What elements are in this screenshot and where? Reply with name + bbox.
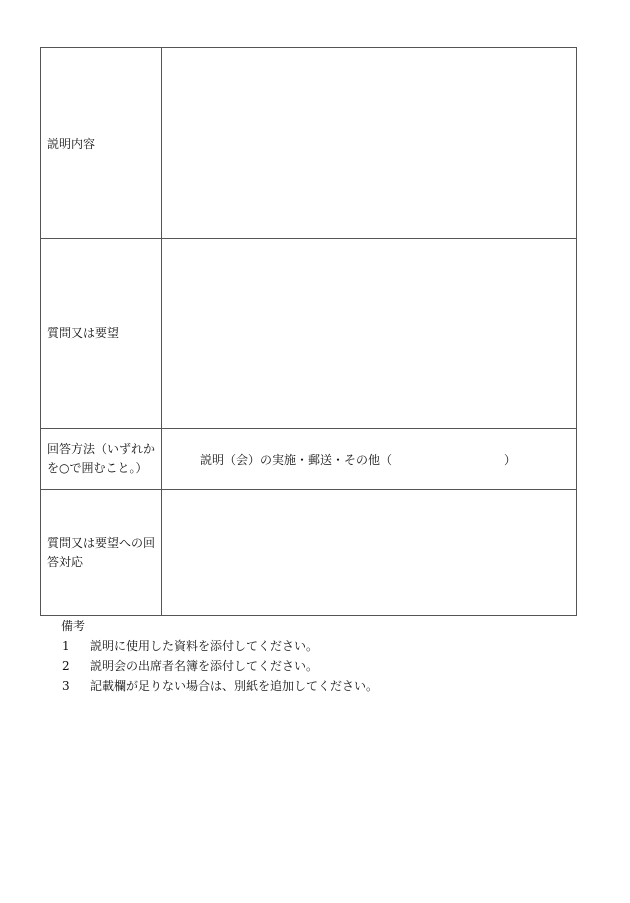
response-field[interactable] bbox=[162, 490, 577, 616]
response-label: 質問又は要望への回答対応 bbox=[41, 490, 162, 616]
note-text: 説明に使用した資料を添付してください。 bbox=[90, 639, 319, 653]
notes-title: 備考 bbox=[61, 619, 86, 633]
report-form-table bbox=[40, 47, 577, 616]
answer-method-options-text: 説明（会）の実施・郵送・その他（ bbox=[200, 452, 393, 467]
table-row bbox=[41, 48, 577, 239]
note-item bbox=[60, 656, 378, 676]
note-text: 説明会の出席者名簿を添付してください。 bbox=[90, 659, 319, 673]
table-row bbox=[41, 239, 577, 429]
note-item bbox=[60, 636, 378, 656]
answer-method-field[interactable] bbox=[162, 429, 577, 490]
answer-method-options bbox=[162, 451, 576, 468]
question-field[interactable] bbox=[162, 239, 577, 429]
question-label: 質問又は要望 bbox=[41, 239, 162, 429]
description-label: 説明内容 bbox=[41, 48, 162, 239]
note-number: 1 bbox=[62, 639, 70, 653]
table-row bbox=[41, 490, 577, 616]
description-field[interactable] bbox=[162, 48, 577, 239]
note-item bbox=[60, 676, 378, 696]
table-row bbox=[41, 429, 577, 490]
note-number: 2 bbox=[62, 659, 70, 673]
answer-method-close-paren: ） bbox=[504, 452, 517, 467]
notes-section bbox=[60, 616, 378, 696]
note-number: 3 bbox=[62, 679, 70, 693]
answer-method-label: 回答方法（いずれかを○で囲むこと。） bbox=[41, 429, 162, 490]
note-text: 記載欄が足りない場合は、別紙を追加してください。 bbox=[90, 679, 379, 693]
